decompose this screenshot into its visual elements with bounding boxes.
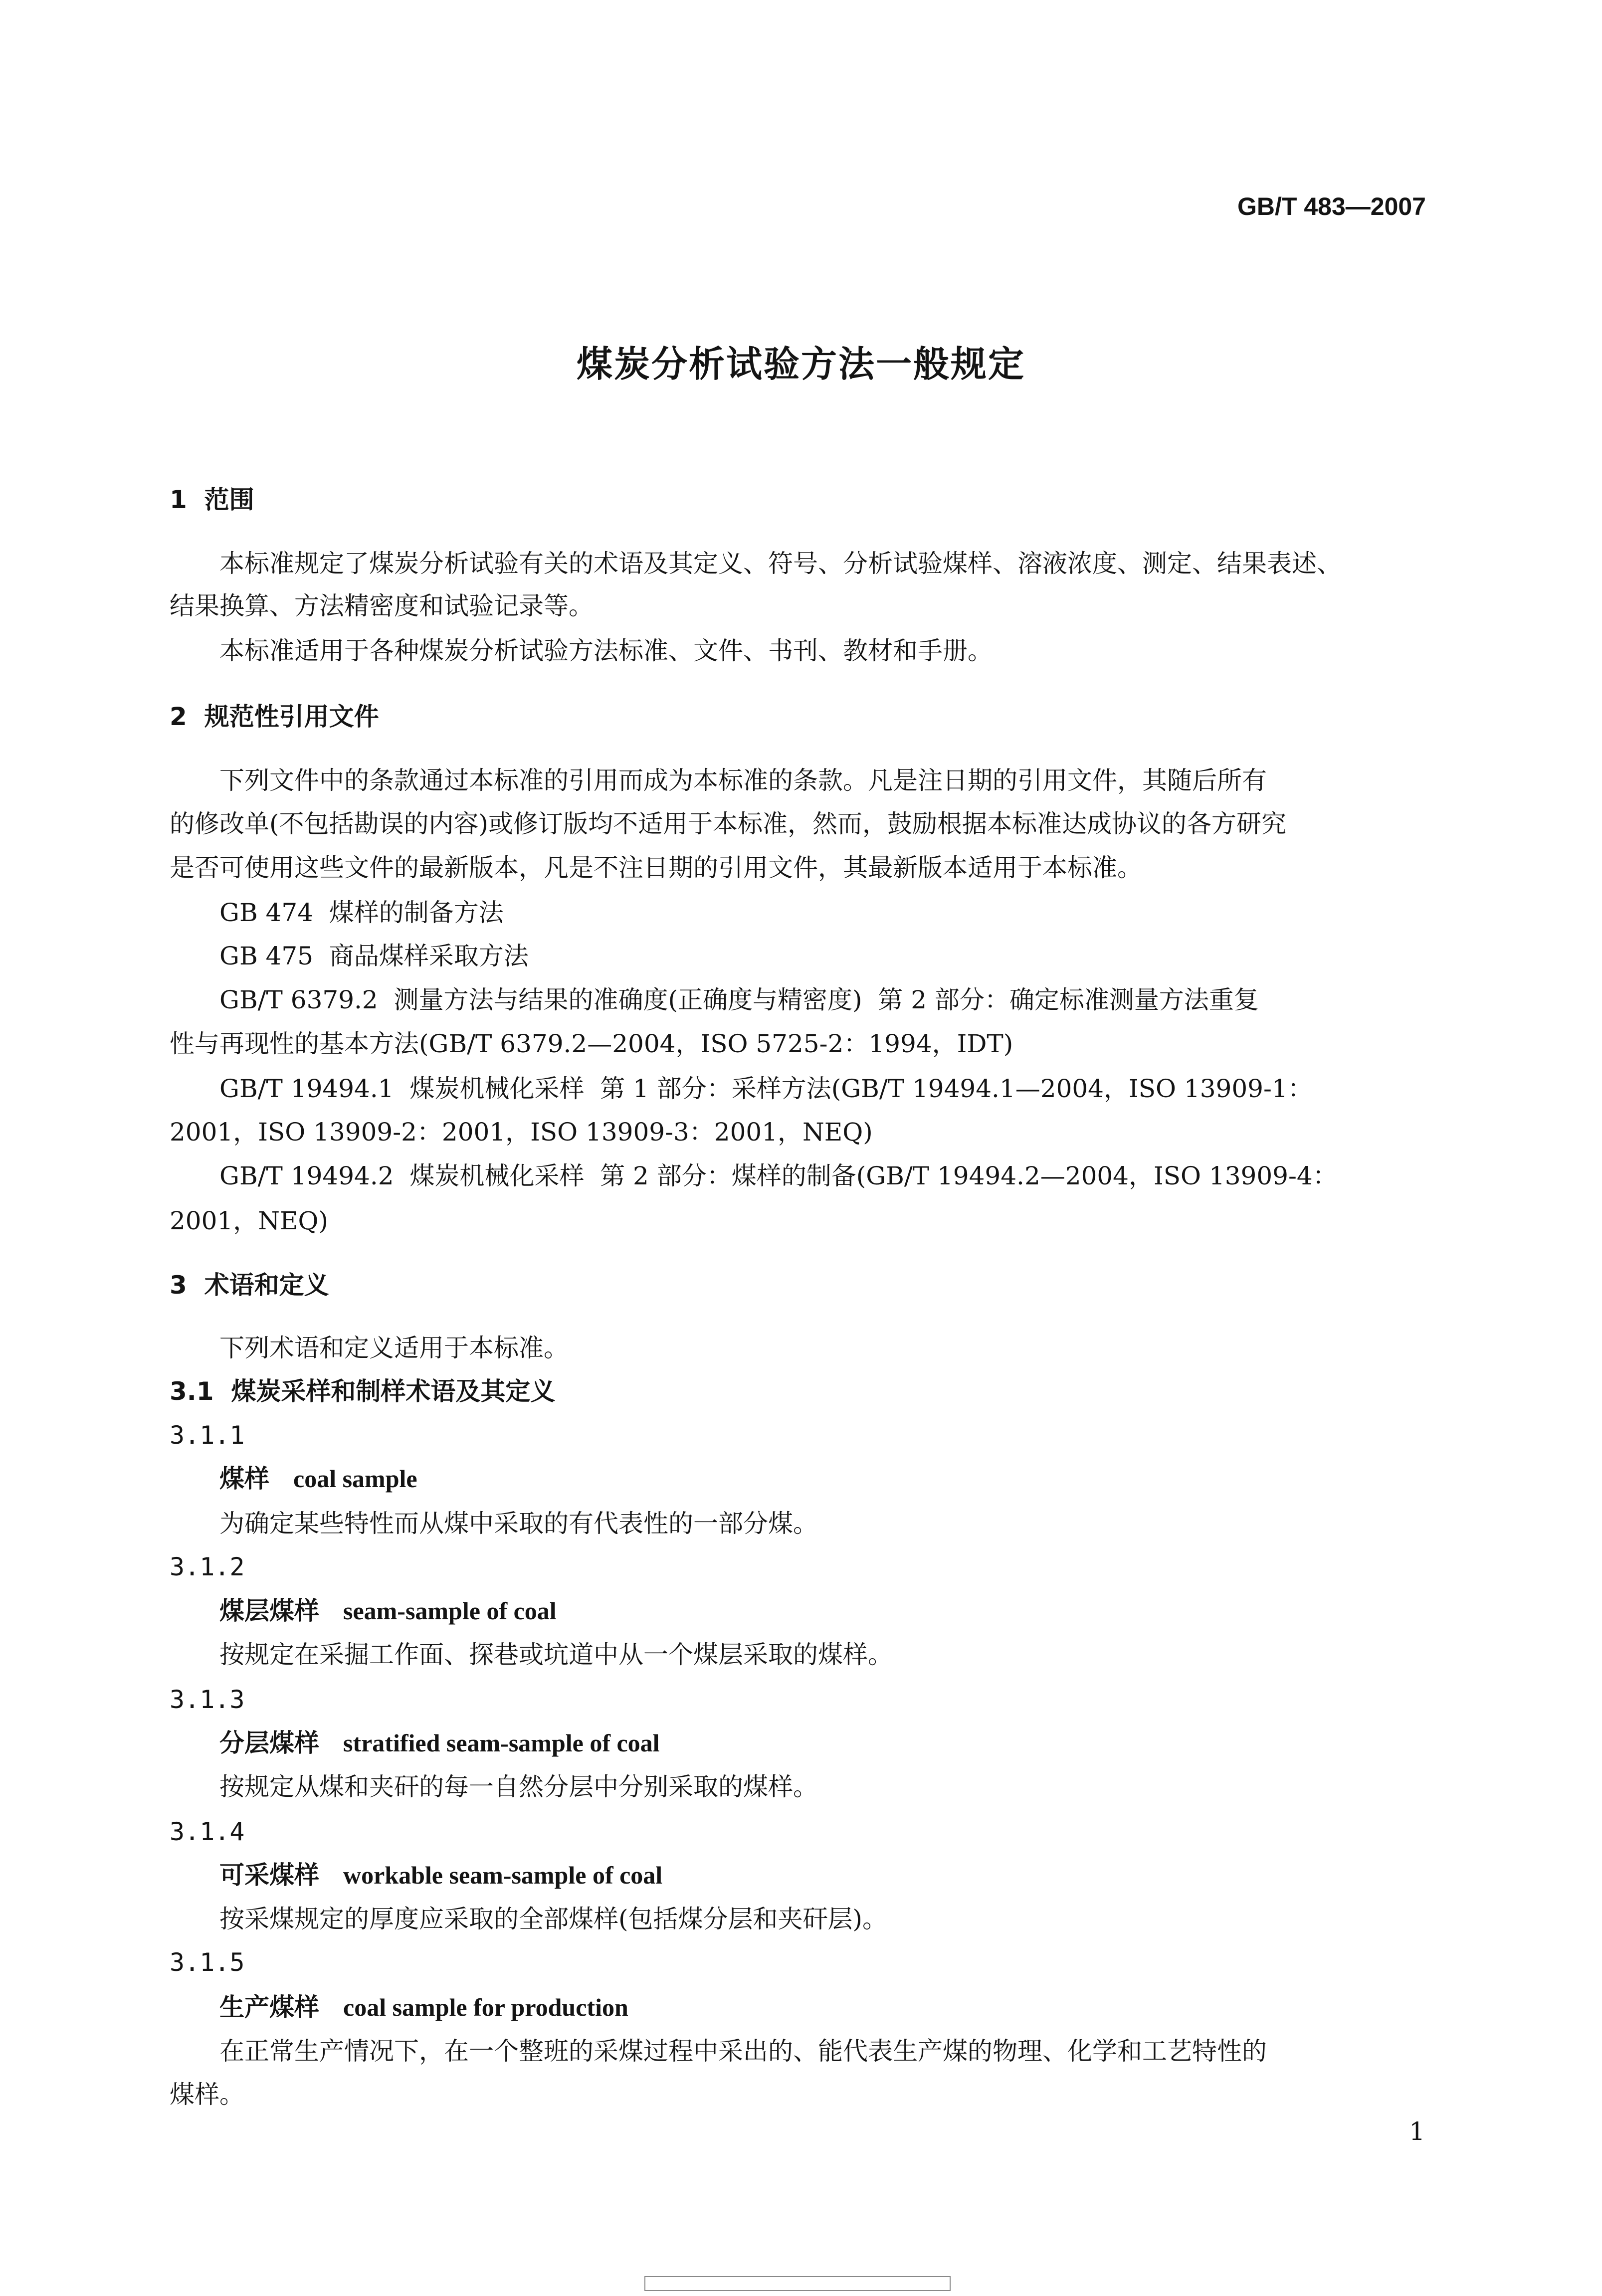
term-number: 3.1.2 xyxy=(170,1552,245,1581)
reference-item: GB/T 19494.2 煤炭机械化采样 第 2 部分：煤样的制备(GB/T 19494.2—2004，ISO 13909-4： xyxy=(219,1161,1338,1190)
paragraph-line: 下列术语和定义适用于本标准。 xyxy=(219,1334,569,1362)
paragraph-line: 的修改单(不包括勘误的内容)或修订版均不适用于本标准，然而，鼓励根据本标准达成协议的各方研究 xyxy=(170,809,1287,838)
footer-watermark-bar xyxy=(644,2276,951,2291)
term-title: 煤样 coal sample xyxy=(219,1464,417,1493)
term-definition: 为确定某些特性而从煤中采取的有代表性的一部分煤。 xyxy=(219,1509,818,1538)
standard-code: GB/T 483—2007 xyxy=(1237,192,1426,220)
reference-item: GB/T 19494.1 煤炭机械化采样 第 1 部分：采样方法(GB/T 19494.1—2004，ISO 13909-1： xyxy=(219,1074,1313,1103)
term-definition: 按采煤规定的厚度应采取的全部煤样(包括煤分层和夹矸层)。 xyxy=(219,1905,888,1933)
reference-item: GB 474 煤样的制备方法 xyxy=(219,898,504,927)
term-title: 可采煤样 workable seam-sample of coal xyxy=(219,1861,663,1890)
term-number: 3.1.5 xyxy=(170,1948,245,1977)
reference-item-cont: 性与再现性的基本方法(GB/T 6379.2—2004，ISO 5725-2：1994，IDT) xyxy=(170,1029,1013,1058)
term-definition: 按规定从煤和夹矸的每一自然分层中分别采取的煤样。 xyxy=(219,1772,818,1801)
paragraph-line: 本标准规定了煤炭分析试验有关的术语及其定义、符号、分析试验煤样、溶液浓度、测定、结果表述、 xyxy=(219,549,1342,578)
section-1-heading: 1 范围 xyxy=(170,485,254,514)
section-3-heading: 3 术语和定义 xyxy=(170,1271,329,1300)
paragraph-line: 结果换算、方法精密度和试验记录等。 xyxy=(170,591,594,620)
term-definition: 按规定在采掘工作面、探巷或坑道中从一个煤层采取的煤样。 xyxy=(219,1640,893,1669)
subsection-3-1-heading: 3.1 煤炭采样和制样术语及其定义 xyxy=(170,1377,556,1406)
reference-item: GB 475 商品煤样采取方法 xyxy=(219,942,529,970)
section-2-heading: 2 规范性引用文件 xyxy=(170,702,379,731)
term-title: 生产煤样 coal sample for production xyxy=(219,1993,628,2022)
term-definition: 在正常生产情况下，在一个整班的采煤过程中采出的、能代表生产煤的物理、化学和工艺特性的 xyxy=(219,2037,1267,2066)
reference-item-cont: 2001，ISO 13909-2：2001，ISO 13909-3：2001，NEQ) xyxy=(170,1118,873,1147)
document-title: 煤炭分析试验方法一般规定 xyxy=(576,343,1025,385)
term-number: 3.1.1 xyxy=(170,1421,245,1450)
reference-item: GB/T 6379.2 测量方法与结果的准确度(正确度与精密度) 第 2 部分：确定标准测量方法重复 xyxy=(219,985,1259,1014)
paragraph-line: 本标准适用于各种煤炭分析试验方法标准、文件、书刊、教材和手册。 xyxy=(219,636,993,665)
reference-item-cont: 2001，NEQ) xyxy=(170,1206,328,1235)
term-title: 煤层煤样 seam-sample of coal xyxy=(219,1596,557,1625)
term-definition-cont: 煤样。 xyxy=(170,2080,244,2109)
paragraph-line: 下列文件中的条款通过本标准的引用而成为本标准的条款。凡是注日期的引用文件，其随后所有 xyxy=(219,766,1267,795)
paragraph-line: 是否可使用这些文件的最新版本，凡是不注日期的引用文件，其最新版本适用于本标准。 xyxy=(170,853,1142,882)
term-title: 分层煤样 stratified seam-sample of coal xyxy=(219,1728,660,1757)
term-number: 3.1.4 xyxy=(170,1817,245,1846)
term-number: 3.1.3 xyxy=(170,1685,245,1714)
page-number: 1 xyxy=(1409,2117,1425,2146)
